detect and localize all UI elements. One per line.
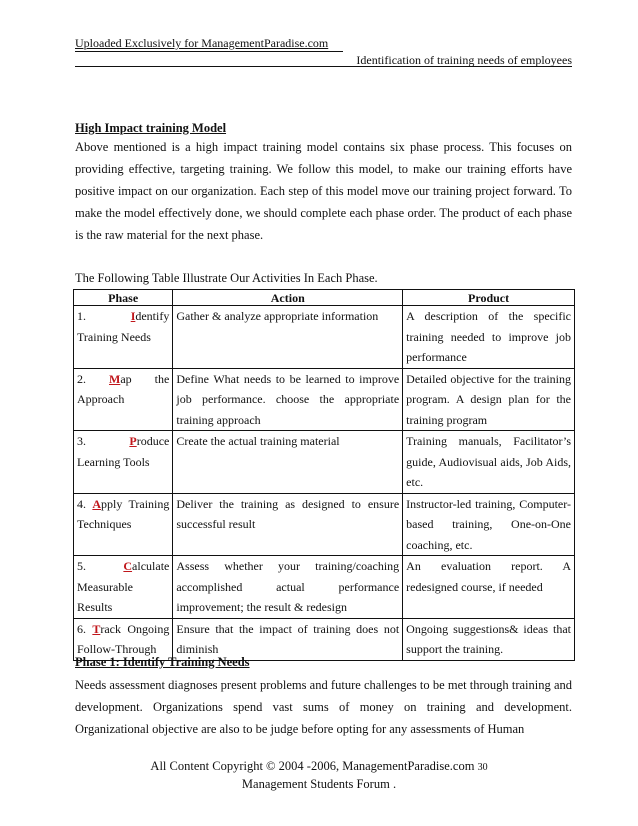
product-cell: Ongoing suggestions& ideas that support the training. — [403, 618, 575, 660]
action-cell: Ensure that the impact of training does not diminish — [173, 618, 403, 660]
phase-cell — [74, 431, 173, 494]
phase-name: ap the Approach — [77, 371, 170, 406]
phase-number: 1. — [77, 309, 86, 323]
table-header-row — [74, 290, 575, 306]
header-rule — [75, 51, 343, 52]
phase-cell — [74, 618, 173, 660]
header-document-title: Identification of training needs of employees — [356, 53, 572, 67]
phase-initial-letter: T — [92, 621, 101, 636]
header-underline — [75, 66, 572, 67]
phase-number: 5. — [77, 559, 86, 573]
phase-number: 3. — [77, 434, 86, 448]
product-cell: A description of the specific training needed to improve job performance — [403, 306, 575, 369]
table-row — [74, 493, 575, 556]
phase-initial-letter: A — [92, 496, 102, 511]
phase-initial-letter: C — [123, 559, 133, 573]
column-header-phase: Phase — [74, 290, 173, 306]
column-header-product: Product — [403, 290, 575, 306]
footer-forum: Management Students Forum . — [241, 777, 397, 791]
phase-name: alculate Measurable Results — [77, 559, 170, 614]
phase-cell — [74, 556, 173, 619]
footer-copyright — [0, 758, 638, 776]
table-row — [74, 368, 575, 431]
product-cell: An evaluation report. A redesigned course, if needed — [403, 556, 575, 619]
phase-name: pply Training Techniques — [77, 496, 170, 531]
phase-name: rack Ongoing Follow-Through — [77, 621, 170, 656]
table-row — [74, 556, 575, 619]
table-row — [74, 306, 575, 369]
training-phase-table — [73, 289, 575, 661]
footer-copyright-text: All Content Copyright © 2004 -2006, ManagementParadise.com — [150, 759, 475, 773]
section-paragraph-phase-1: Needs assessment diagnoses present problems and future challenges to be met through training and development. Organizations spend vast sums of money on training and development. Organizational objective are also to be judge before opting for any assessments of Human — [75, 678, 572, 736]
column-header-action: Action — [173, 290, 403, 306]
phase-cell — [74, 493, 173, 556]
header-site-credit: Uploaded Exclusively for ManagementParadise.com — [75, 36, 329, 50]
section-paragraph-training-model: Above mentioned is a high impact training model contains six phase process. This focuses on providing effective, targeting training. We follow this model, to make our training efforts have positive impact on our organization. Each step of this model move our training project forward. To make the model effectively done, we should complete each phase order. The product of each phase is the raw material for the next phase. — [75, 140, 572, 242]
action-cell: Define What needs to be learned to improve job performance. choose the appropriate training approach — [173, 368, 403, 431]
table-row — [74, 431, 575, 494]
phase-initial-letter: P — [129, 434, 137, 448]
phase-cell — [74, 306, 173, 369]
phase-initial-letter: I — [130, 309, 136, 323]
product-cell: Instructor-led training, Computer-based training, One-on-One coaching, etc. — [403, 493, 575, 556]
phase-name: dentify Training Needs — [77, 309, 170, 344]
action-cell: Assess whether your training/coaching accomplished actual performance improvement; the result & redesign — [173, 556, 403, 619]
section-title-phase-1: Phase 1: Identify Training Needs — [75, 655, 250, 669]
phase-number: 6. — [77, 621, 86, 636]
table-row — [74, 618, 575, 660]
phase-number: 2. — [77, 371, 86, 386]
page-footer — [0, 758, 638, 793]
phase-cell — [74, 368, 173, 431]
phase-initial-letter: M — [109, 371, 121, 386]
table-intro-text: The Following Table Illustrate Our Activities In Each Phase. — [75, 271, 378, 285]
product-cell: Training manuals, Facilitator’s guide, Audiovisual aids, Job Aids, etc. — [403, 431, 575, 494]
action-cell: Create the actual training material — [173, 431, 403, 494]
phase-name: roduce Learning Tools — [77, 434, 170, 469]
action-cell: Deliver the training as designed to ensure successful result — [173, 493, 403, 556]
section-title-training-model: High Impact training Model — [75, 121, 227, 135]
page-number: 30 — [477, 762, 488, 773]
action-cell: Gather & analyze appropriate information — [173, 306, 403, 369]
product-cell: Detailed objective for the training program. A design plan for the training program — [403, 368, 575, 431]
phase-number: 4. — [77, 496, 86, 511]
